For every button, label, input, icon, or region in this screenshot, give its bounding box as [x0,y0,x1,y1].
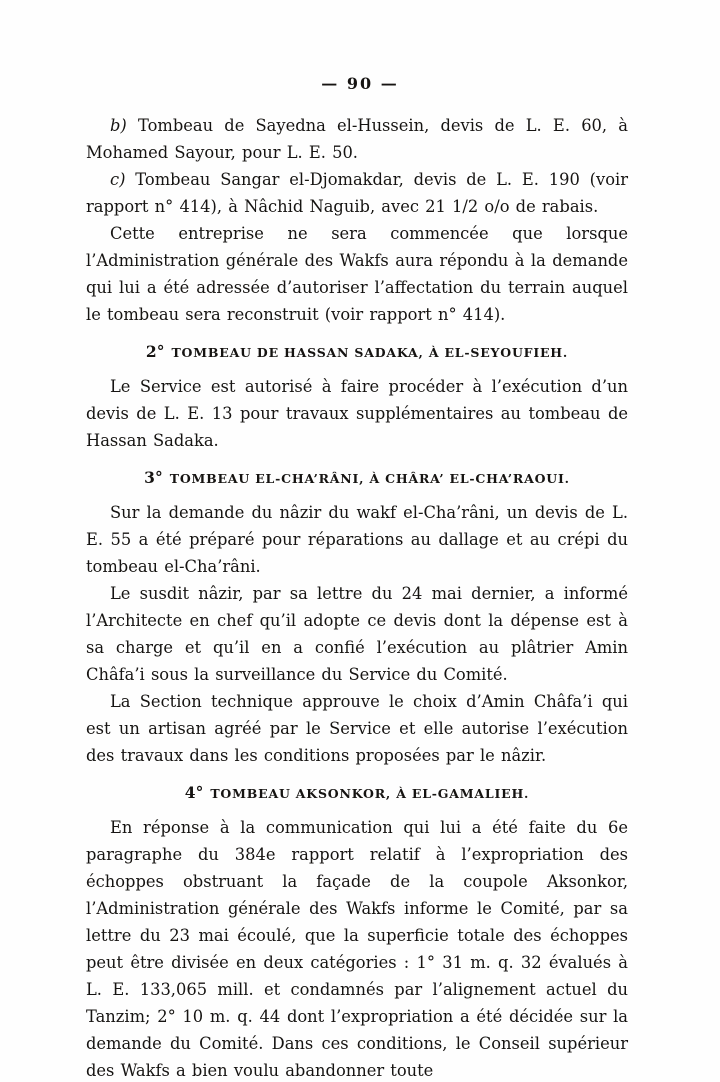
paragraph-text-b: Tombeau de Sayedna el-Hussein, devis de L. E. 60, à Mohamed Sayour, pour L. E. 50. [86,116,628,162]
paragraph-sur-la-demande: Sur la demande du nâzir du wakf el-Cha’râni, un devis de L. E. 55 a été préparé pour réparations au dallage et au crépi du tombeau el-Cha’râni. [86,503,628,576]
paragraph-la-section-technique: La Section technique approuve le choix d’Amin Châfa’i qui est un artisan agréé par le Service et elle autorise l’exécution des travaux dans les conditions proposées par le nâzir. [86,692,628,765]
heading-text: TOMBEAU EL-CHA’RÂNI, À CHÂRA’ EL-CHA’RAOUI. [169,471,570,486]
paragraph-cette-entreprise: Cette entreprise ne sera commencée que lorsque l’Administration générale des Wakfs aura répondu à la demande qui lui a été adressée d’autoriser l’affectation du terrain auquel le tombeau sera reconstruit (voir rapport n° 414). [86,224,628,324]
paragraph-marker-b: b) [110,116,127,135]
paragraph-le-susdit-nazir: Le susdit nâzir, par sa lettre du 24 mai dernier, a informé l’Architecte en chef qu’il adopte ce devis dont la dépense est à sa charge et qu’il en a confié l’exécution au plâtrier Amin Châfa’i sous la surveillance du Service du Comité. [86,584,628,684]
paragraph-le-service: Le Service est autorisé à faire procéder à l’exécution d’un devis de L. E. 13 pour travaux supplémentaires au tombeau de Hassan Sadaka. [86,377,628,450]
heading-text: TOMBEAU DE HASSAN SADAKA, À EL-SEYOUFIEH. [171,345,569,360]
paragraph-en-reponse: En réponse à la communication qui lui a été faite du 6e paragraphe du 384e rapport relatif à l’expropriation des échoppes obstruant la façade de la coupole Aksonkor, l’Administration générale des Wakfs informe le Comité, par sa lettre du 23 mai écoulé, que la superficie totale des échoppes peut être divisée en deux catégories : 1° 31 m. q. 32 évalués à L. E. 133,065 mill. et condamnés par l’alignement actuel du Tanzim; 2° 10 m. q. 44 dont l’expropriation a été décidée sur la demande du Comité. Dans ces conditions, le Conseil supérieur des Wakfs a bien voulu abandonner toute [86,818,628,1080]
heading-number: 4° [184,783,204,802]
heading-text: TOMBEAU AKSONKOR, À EL-GAMALIEH. [210,786,530,801]
paragraph-item-b [86,112,628,166]
section-heading-2-hassan-sadaka [86,342,628,361]
page-content [86,112,628,1082]
paragraph-marker-c: c) [110,170,126,189]
heading-number: 2° [145,342,165,361]
paragraph-item-c [86,166,628,220]
paragraph-text-c: Tombeau Sangar el-Djomakdar, devis de L. E. 190 (voir rapport n° 414), à Nâchid Naguib, avec 21 1/2 o/o de rabais. [86,170,628,216]
section-heading-3-el-charani [86,468,628,487]
section-heading-4-aksonkor [86,783,628,802]
heading-number: 3° [144,468,163,487]
page-number: — 90 — [321,74,399,93]
